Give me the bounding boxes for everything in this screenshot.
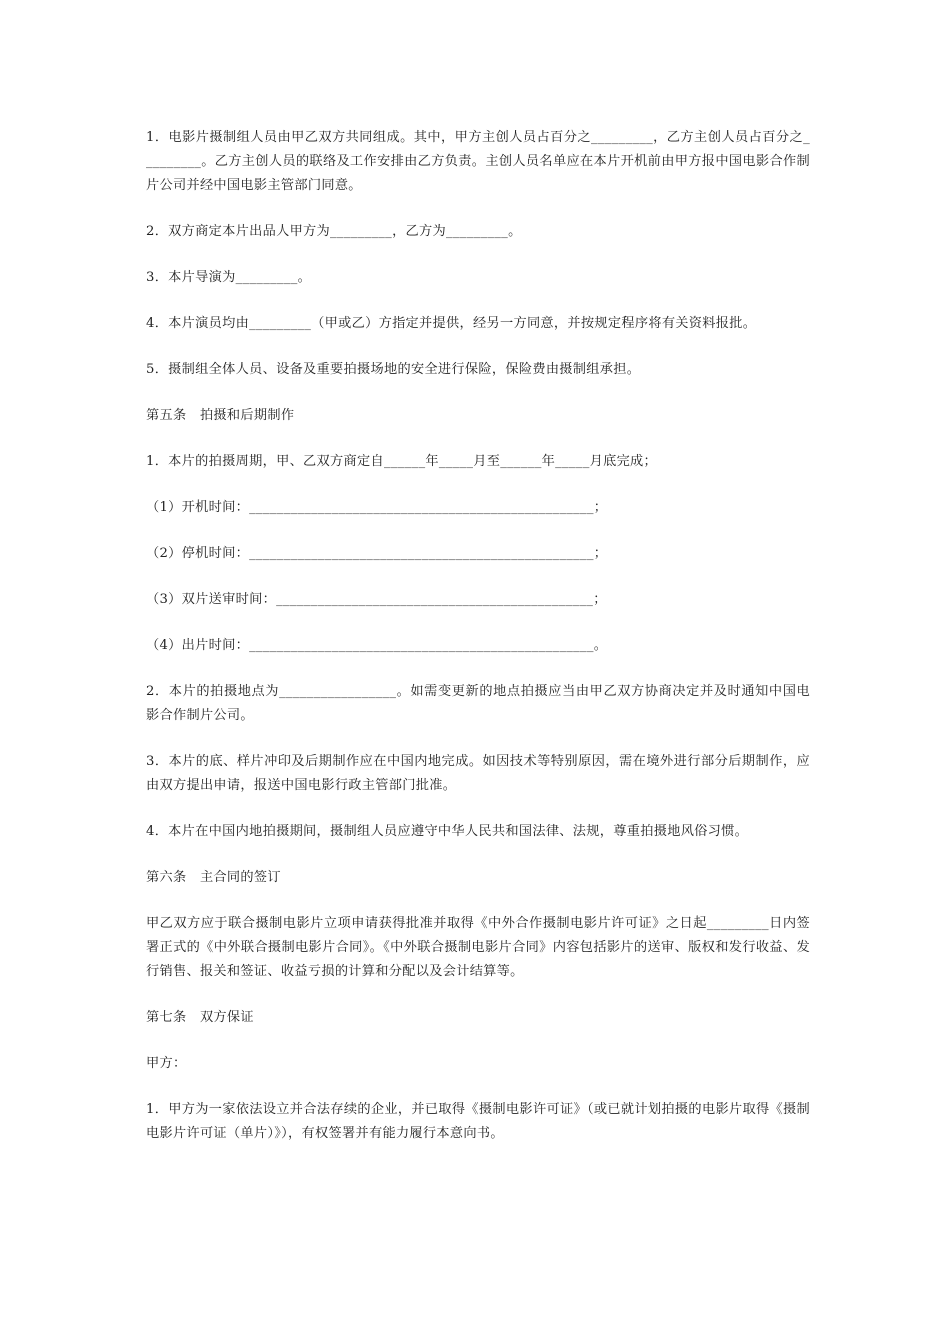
clause-7-heading: 第七条 双方保证 [146, 1010, 254, 1025]
clause-4-item-1: 1．电影片摄制组人员由甲乙双方共同组成。其中，甲方主创人员占百分之_________，乙方主创人员占百分之_________。乙方主创人员的联络及工作安排由乙方负责。主创人员名单应在本片开机前由甲方报中国电影合作制片公司并经中国电影主管部门同意。 [146, 130, 810, 193]
clause-7-item-1: 1．甲方为一家依法设立并合法存续的企业，并已取得《摄制电影许可证》（或已就计划拍摄的电影片取得《摄制电影片许可证（单片）》），有权签署并有能力履行本意向书。 [146, 1102, 810, 1141]
clause-5-item-2: 2．本片的拍摄地点为_________________。如需变更新的地点拍摄应当由甲乙双方协商决定并及时通知中国电影合作制片公司。 [146, 684, 810, 723]
clause-5-subitem-3: （3）双片送审时间：______________________________________________； [146, 592, 607, 607]
clause-5-item-1: 1．本片的拍摄周期，甲、乙双方商定自______年_____月至______年_____月底完成； [146, 454, 658, 469]
clause-4-item-3: 3．本片导演为_________。 [146, 270, 312, 285]
clause-5-subitem-1: （1）开机时间：__________________________________________________； [146, 500, 608, 515]
clause-6-body: 甲乙双方应于联合摄制电影片立项申请获得批准并取得《中外合作摄制电影片许可证》之日起_________日内签署正式的《中外联合摄制电影片合同》。《中外联合摄制电影片合同》内容包括影片的送审、版权和发行收益、发行销售、报关和签证、收益亏损的计算和分配以及会计结算等。 [146, 916, 810, 979]
clause-6-heading: 第六条 主合同的签订 [146, 870, 281, 885]
clause-7-party-a-label: 甲方： [146, 1056, 187, 1071]
clause-4-item-4: 4．本片演员均由_________（甲或乙）方指定并提供，经另一方同意，并按规定程序将有关资料报批。 [146, 316, 757, 331]
clause-4-item-2: 2．双方商定本片出品人甲方为_________，乙方为_________。 [146, 224, 522, 239]
document-page [146, 126, 810, 1168]
clause-5-item-3: 3．本片的底、样片冲印及后期制作应在中国内地完成。如因技术等特别原因，需在境外进行部分后期制作，应由双方提出申请，报送中国电影行政主管部门批准。 [146, 754, 810, 793]
clause-5-heading: 第五条 拍摄和后期制作 [146, 408, 295, 423]
clause-5-subitem-2: （2）停机时间：__________________________________________________； [146, 546, 608, 561]
clause-5-item-4: 4．本片在中国内地拍摄期间，摄制组人员应遵守中华人民共和国法律、法规，尊重拍摄地风俗习惯。 [146, 824, 749, 839]
clause-4-item-5: 5．摄制组全体人员、设备及重要拍摄场地的安全进行保险，保险费由摄制组承担。 [146, 362, 641, 377]
clause-5-subitem-4: （4）出片时间：__________________________________________________。 [146, 638, 608, 653]
